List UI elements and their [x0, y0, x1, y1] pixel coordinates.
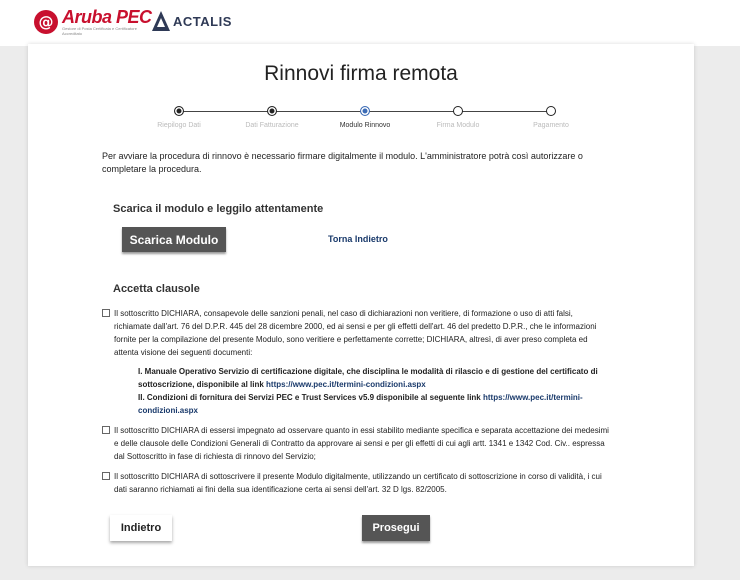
step-label: Modulo Rinnovo — [339, 122, 391, 129]
aruba-seal-icon: @ — [34, 10, 58, 34]
clause-3 — [102, 470, 612, 496]
document-1-text: I. Manuale Operativo Servizio di certificazione digitale, che disciplina le modalità di rilascio e di gestione del certificato di sottoscrizione, disponibile al link — [138, 367, 598, 389]
clause-1-text: Il sottoscritto DICHIARA, consapevole delle sanzioni penali, nel caso di dichiarazioni non veritiere, di formazione o uso di atti falsi, richiamate dall'art. 76 del D.P.R. 445 del 28 dicembre 2000, ed ai sensi e per gli effetti dell'art. 46 del predetto D.P.R., che le informazioni fornite per la compilazione del presente Modulo, sono veritiere e perfettamente corrette; DICHIARA, altresì, di aver preso completa ed attenta visione dei seguenti documenti: — [114, 309, 597, 357]
document-list — [138, 365, 608, 417]
actalis-logo[interactable] — [151, 10, 232, 32]
back-link[interactable]: Torna Indietro — [328, 234, 388, 244]
clause-2-text: Il sottoscritto DICHIARA di essersi impegnato ad osservare quanto in essi stabilito mediante specifica e separata accettazione dei medesimi e delle clausole delle Condizioni Generali di Contratto da approvare ai sensi e per gli effetti di cui agli artt. 1341 e 1342 Cod. Civ.. espressa dal Sottoscritto in fase di richiesta di rinnovo del Servizio; — [114, 426, 609, 461]
document-1-link[interactable]: https://www.pec.it/termini-condizioni.aspx — [266, 380, 426, 389]
step-label: Dati Fatturazione — [245, 122, 299, 129]
actalis-triangle-icon — [151, 10, 171, 32]
clause-3-checkbox[interactable] — [102, 472, 110, 480]
step-dot-current — [360, 106, 370, 116]
back-button[interactable]: Indietro — [110, 515, 172, 541]
clause-1 — [102, 307, 612, 359]
step-dot-done — [174, 106, 184, 116]
step-label: Pagamento — [533, 122, 569, 129]
aruba-pec-logo[interactable] — [34, 8, 154, 36]
progress-stepper — [28, 104, 694, 138]
clause-2 — [102, 424, 612, 463]
partner-name: ACTALIS — [173, 13, 232, 29]
step-dot-pending — [453, 106, 463, 116]
step-dot-done — [267, 106, 277, 116]
clause-1-checkbox[interactable] — [102, 309, 110, 317]
clause-3-text: Il sottoscritto DICHIARA di sottoscrivere il presente Modulo digitalmente, utilizzando un certificato di sottoscrizione in corso di validità, i cui dati saranno richiamati ai fini della sua identificazione certa ai sensi dell'art. 32 D lgs. 82/2005. — [114, 472, 602, 494]
brand-subtitle: Gestore di Posta Certificata e Certificatore Accreditato — [62, 26, 137, 36]
step-dot-pending — [546, 106, 556, 116]
step-label: Riepilogo Dati — [157, 122, 201, 129]
top-bar — [0, 0, 740, 46]
step-label: Firma Modulo — [436, 122, 480, 129]
document-2-text: II. Condizioni di fornitura dei Servizi PEC e Trust Services v5.9 disponibile al seguente link — [138, 393, 483, 402]
clauses-heading: Accetta clausole — [113, 283, 200, 295]
download-heading: Scarica il modulo e leggilo attentamente — [113, 203, 324, 215]
intro-text: Per avviare la procedura di rinnovo è necessario firmare digitalmente il modulo. L'amministratore potrà così autorizzare o completare la procedura. — [102, 151, 583, 174]
next-button[interactable]: Prosegui — [362, 515, 430, 541]
page-title: Rinnovi firma remota — [264, 62, 458, 85]
clause-2-checkbox[interactable] — [102, 426, 110, 434]
list-item — [138, 365, 608, 391]
main-card — [28, 44, 694, 566]
document-2-link[interactable]: https://www.pec.it/termini-condizioni.aspx — [138, 393, 583, 415]
brand-name: Aruba PEC — [62, 7, 152, 27]
list-item — [138, 391, 608, 417]
download-module-button[interactable]: Scarica Modulo — [122, 227, 226, 252]
